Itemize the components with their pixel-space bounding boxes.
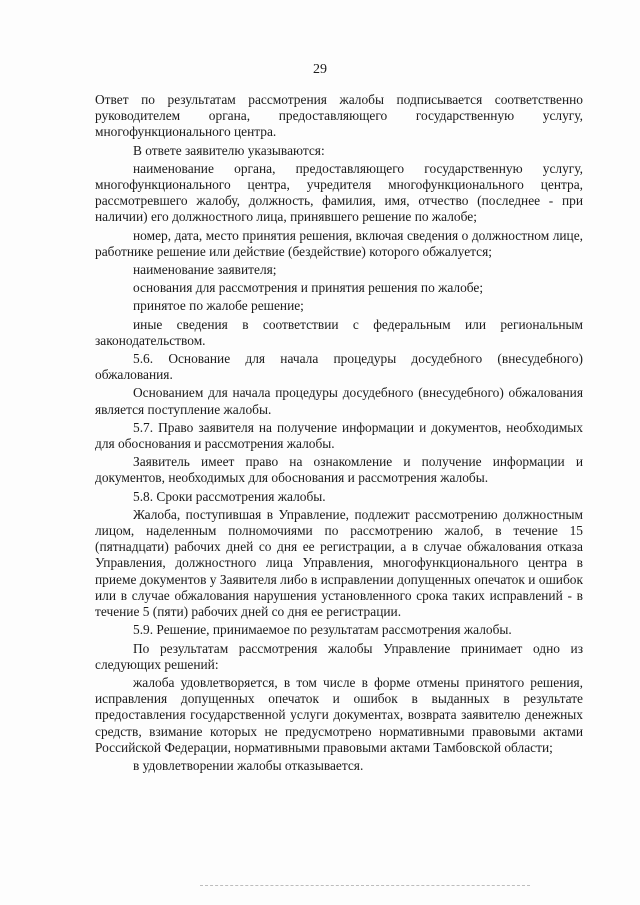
section-heading: 5.9. Решение, принимаемое по результатам рассмотрения жалобы. xyxy=(133,622,512,638)
document-body xyxy=(95,92,583,776)
paragraph: наименование органа, предоставляющего государственную услугу, многофункционального центра, учредителя многофункционального центра, рассмотревшего жалобу, должность, фамилия, имя, отчество (последнее - при наличии) его должностного лица, принявшего решение по жалобе; xyxy=(95,160,583,225)
section-heading: 5.6. Основание для начала процедуры досудебного (внесудебного) обжалования. xyxy=(95,351,583,383)
paragraph: Заявитель имеет право на ознакомление и получение информации и документов, необходимых для обоснования и рассмотрения жалобы. xyxy=(95,454,583,486)
section-heading: 5.8. Сроки рассмотрения жалобы. xyxy=(133,488,326,504)
paragraph: жалоба удовлетворяется, в том числе в форме отмены принятого решения, исправления допущенных опечаток и ошибок в выданных в результате предоставления государственной услуги документах, возврата заявителю денежных средств, взимание которых не предусмотрено нормативными правовыми актами Российской Федерации, нормативными правовыми актами Тамбовской области; xyxy=(95,674,583,755)
section-heading: 5.7. Право заявителя на получение информации и документов, необходимых для обоснования и рассмотрения жалобы. xyxy=(95,419,583,452)
paragraph: принятое по жалобе решение; xyxy=(133,298,304,314)
paragraph: В ответе заявителю указываются: xyxy=(133,142,325,158)
page-number: 29 xyxy=(313,62,327,77)
paragraph: Основанием для начала процедуры досудебного (внесудебного) обжалования является поступление жалобы. xyxy=(95,385,583,417)
paragraph: номер, дата, место принятия решения, включая сведения о должностном лице, работнике решение или действие (бездействие) которого обжалуется; xyxy=(95,227,583,259)
paragraph: основания для рассмотрения и принятия решения по жалобе; xyxy=(133,280,484,296)
paragraph: Жалоба, поступившая в Управление, подлежит рассмотрению должностным лицом, наделенным полномочиями по рассмотрению жалоб, в течение 15 (пятнадцати) рабочих дней со дня ее регистрации, а в случае обжалования отказа Управления, должностного лица Управления, многофункционального центра в приеме документов у Заявителя либо в исправлении допущенных опечаток и ошибок или в случае обжалования нарушения установленного срока таких исправлений - в течение 5 (пяти) рабочих дней со дня ее регистрации. xyxy=(95,506,583,620)
paragraph: Ответ по результатам рассмотрения жалобы подписывается соответственно руководителем органа, предоставляющего государственную услугу, многофункционального центра. xyxy=(95,92,583,140)
paragraph: в удовлетворении жалобы отказывается. xyxy=(133,757,364,773)
paragraph: иные сведения в соответствии с федеральным или региональным законодательством. xyxy=(95,316,583,348)
paragraph: По результатам рассмотрения жалобы Управление принимает одно из следующих решений: xyxy=(95,640,583,672)
scan-footer-artifact xyxy=(200,885,530,887)
paragraph: наименование заявителя; xyxy=(133,262,277,278)
